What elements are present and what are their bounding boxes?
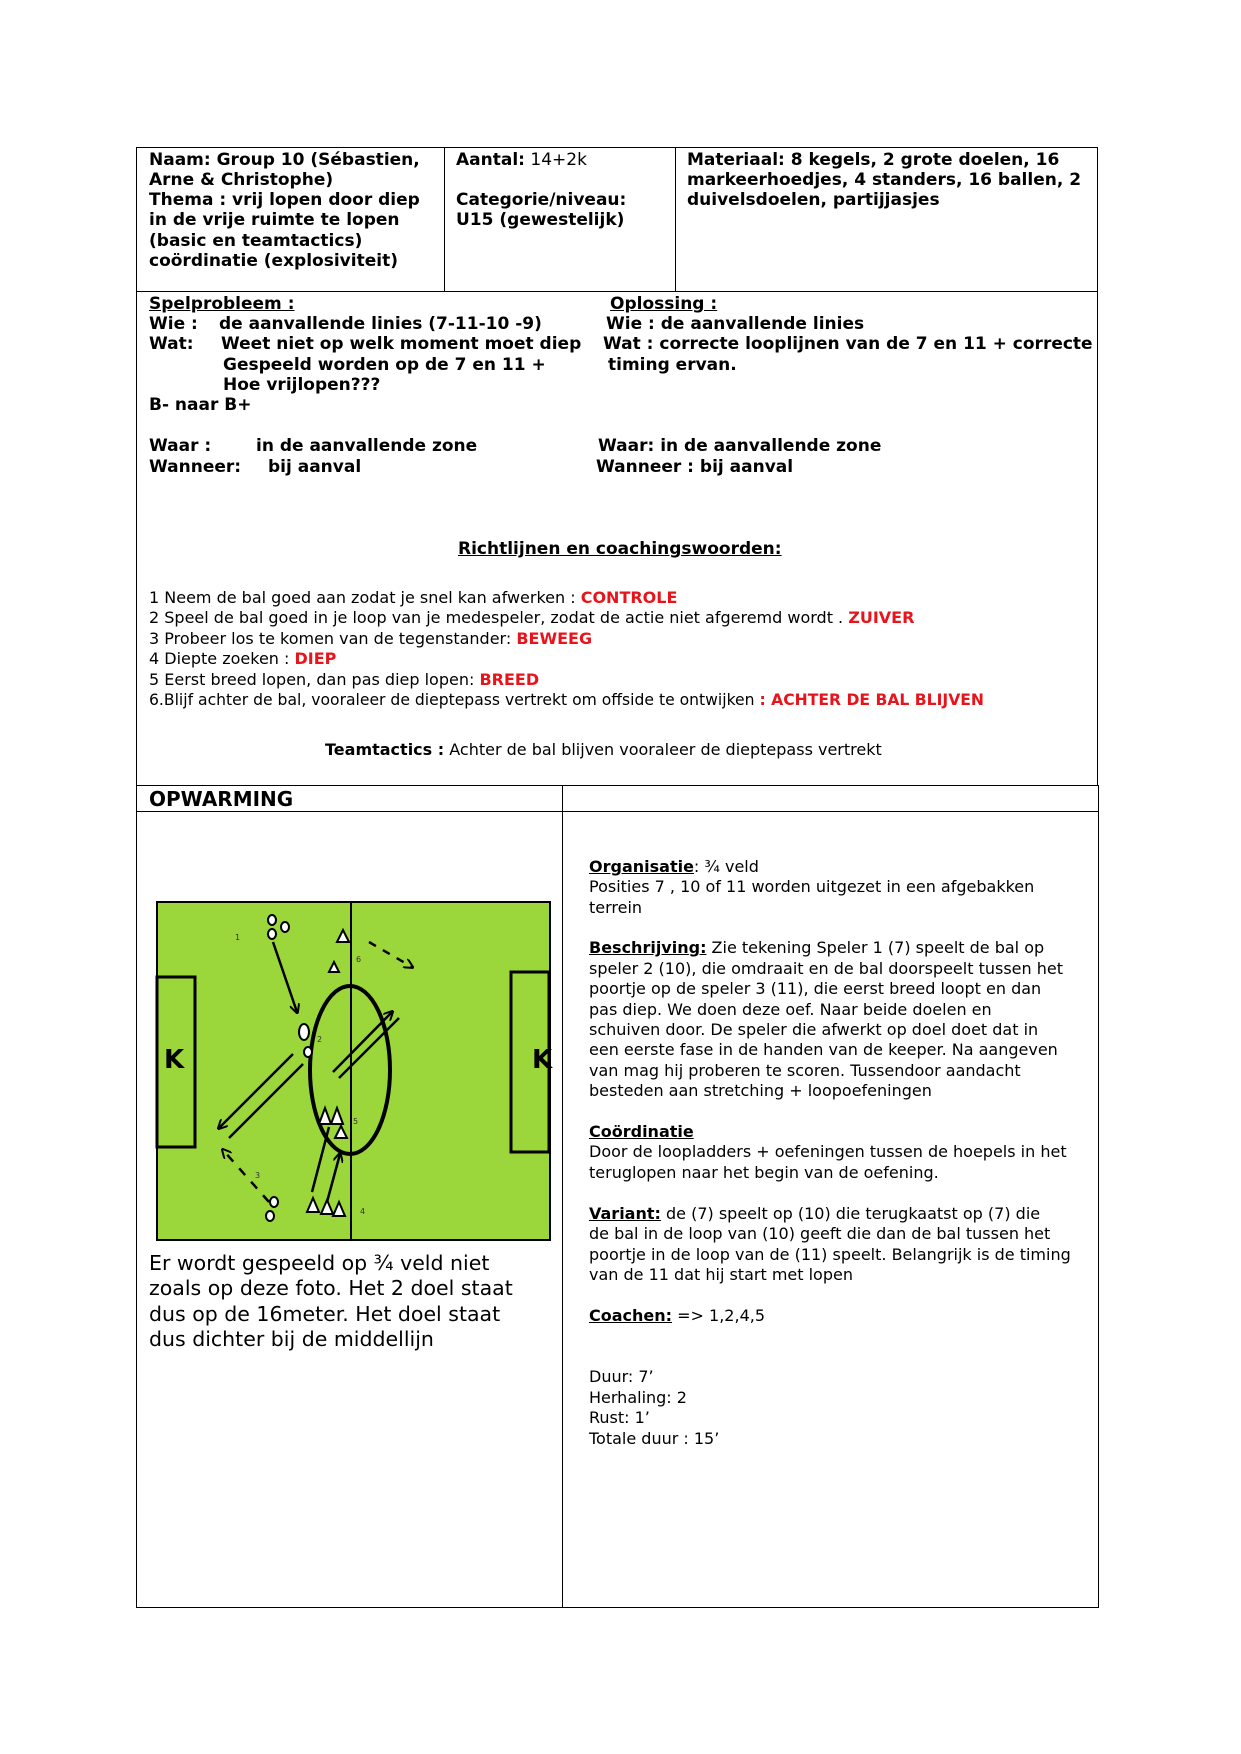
duur-text: Duur: 7’	[589, 1367, 654, 1386]
spelprobleem-title: Spelprobleem :	[149, 294, 295, 314]
guideline-keyword: BREED	[479, 670, 540, 689]
waar-label: Waar :	[149, 436, 212, 456]
field-label-4: 4	[360, 1207, 366, 1216]
warmup-title: OPWARMING	[149, 787, 294, 811]
wanneer-label: Wanneer:	[149, 457, 242, 477]
categorie-value: U15 (gewestelijk)	[456, 210, 625, 230]
oplossing-title: Oplossing :	[610, 294, 718, 314]
guideline-text: 2 Speel de bal goed in je loop van je medespeler, zodat de actie niet afgeremd wordt .	[149, 608, 849, 627]
variant-line-4: van de 11 dat hij start met lopen	[589, 1265, 853, 1284]
wie-value: de aanvallende linies (7-11-10 -9)	[219, 314, 542, 334]
field-label-2: 2	[317, 1035, 323, 1044]
aantal-value: 14+2k	[530, 150, 587, 170]
guideline-6	[149, 690, 984, 711]
organisatie-label: Organisatie	[589, 857, 694, 876]
oplossing-wanneer: Wanneer : bij aanval	[596, 457, 794, 477]
coordinatie-line-2: teruglopen naar het begin van de oefening.	[589, 1163, 939, 1182]
naam-line-2: Arne & Christophe)	[149, 170, 334, 190]
warmup-caption-1: Er wordt gespeeld op ¾ veld niet	[149, 1251, 490, 1275]
teamtactics-line	[325, 740, 882, 761]
naam-line: Naam: Group 10 (Sébastien,	[149, 150, 420, 170]
warmup-caption-2: zoals op deze foto. Het 2 doel staat	[149, 1276, 513, 1300]
beschrijving-line-7: van mag hij proberen te scoren. Tussendoor aandacht	[589, 1061, 1021, 1080]
coachen-label: Coachen:	[589, 1306, 673, 1325]
field-label-6: 6	[356, 955, 362, 964]
beschrijving-text: Zie tekening Speler 1 (7) speelt de bal op	[706, 938, 1045, 957]
beschrijving-line-4: pas diep. We doen deze oef. Naar beide doelen en	[589, 1000, 992, 1019]
beschrijving-line-1	[589, 938, 1044, 959]
oplossing-wie: Wie : de aanvallende linies	[606, 314, 865, 334]
teamtactics-value: Achter de bal blijven vooraleer de dieptepass vertrekt	[444, 740, 882, 759]
wanneer-value: bij aanval	[268, 457, 362, 477]
coachen-value: => 1,2,4,5	[672, 1306, 766, 1325]
beschrijving-line-3: poortje op de speler 3 (11), die eerst breed loopt en dan	[589, 979, 1042, 998]
organisatie-line-2: Posities 7 , 10 of 11 worden uitgezet in een afgebakken	[589, 877, 1035, 896]
oplossing-waar: Waar: in de aanvallende zone	[598, 436, 882, 456]
beschrijving-label: Beschrijving:	[589, 938, 707, 957]
waar-value: in de aanvallende zone	[256, 436, 478, 456]
thema-line-1: Thema : vrij lopen door diep	[149, 190, 420, 210]
rust-text: Rust: 1’	[589, 1408, 650, 1427]
beschrijving-line-2: speler 2 (10), die omdraait en de bal doorspeelt tussen het	[589, 959, 1063, 978]
guideline-text: 3 Probeer los te komen van de tegenstander:	[149, 629, 517, 648]
guideline-keyword: ZUIVER	[848, 608, 915, 627]
warmup-caption-3: dus op de 16meter. Het doel staat	[149, 1302, 501, 1326]
coordinatie-line-1: Door de loopladders + oefeningen tussen de hoepels in het	[589, 1142, 1067, 1161]
guideline-keyword: DIEP	[294, 649, 337, 668]
wat-line-2: Gespeeld worden op de 7 en 11 +	[223, 355, 546, 375]
guideline-keyword: : ACHTER DE BAL BLIJVEN	[759, 691, 984, 709]
variant-line-3: poortje in de loop van de (11) speelt. Belangrijk is de timing	[589, 1245, 1071, 1264]
organisatie-line-3: terrein	[589, 898, 643, 917]
beschrijving-line-5: schuiven door. De speler die afwerkt op doel doet dat in	[589, 1020, 1039, 1039]
oplossing-wat-1: Wat : correcte looplijnen van de 7 en 11 + correcte	[603, 334, 1093, 354]
organisatie-value: : ¾ veld	[693, 857, 759, 876]
beschrijving-line-8: besteden aan stretching + loopoefeningen	[589, 1081, 932, 1100]
field-label-k-left: K	[164, 1045, 185, 1075]
aantal-label: Aantal:	[456, 150, 525, 170]
training-field-diagram	[157, 902, 553, 1240]
wat-line-3: Hoe vrijlopen???	[223, 375, 381, 395]
guideline-4	[149, 649, 336, 670]
thema-line-2: in de vrije ruimte te lopen	[149, 210, 400, 230]
variant-line-2: de bal in de loop van (10) geeft die dan de bal tussen het	[589, 1224, 1051, 1243]
aantal-line	[456, 150, 587, 171]
variant-label: Variant:	[589, 1204, 661, 1223]
guideline-1	[149, 588, 677, 609]
materiaal-line-1: Materiaal: 8 kegels, 2 grote doelen, 16	[687, 150, 1060, 170]
materiaal-line-2: markeerhoedjes, 4 standers, 16 ballen, 2	[687, 170, 1082, 190]
field-label-5: 5	[353, 1117, 359, 1126]
guideline-keyword: BEWEEG	[516, 629, 593, 648]
totale-duur-text: Totale duur : 15’	[589, 1429, 720, 1448]
field-grass	[157, 902, 550, 1240]
coachen-line	[589, 1306, 765, 1327]
wat-line-1: Weet niet op welk moment moet diep	[221, 334, 582, 354]
beschrijving-line-6: een eerste fase in de handen van de keeper. Na aangeven	[589, 1040, 1058, 1059]
field-label-1: 1	[235, 933, 241, 942]
guideline-text: 1 Neem de bal goed aan zodat je snel kan afwerken :	[149, 588, 581, 607]
guideline-2	[149, 608, 914, 629]
variant-line-1	[589, 1204, 1040, 1225]
coordinatie-label: Coördinatie	[589, 1122, 694, 1141]
organisatie-line	[589, 857, 759, 878]
guideline-keyword: CONTROLE	[580, 588, 678, 607]
variant-text: de (7) speelt op (10) die terugkaatst op (7) die	[660, 1204, 1041, 1223]
materiaal-line-3: duivelsdoelen, partijjasjes	[687, 190, 940, 210]
wie-label: Wie :	[149, 314, 198, 334]
guideline-5	[149, 670, 539, 691]
guideline-text: 6.Blijf achter de bal, vooraleer de dieptepass vertrekt om offside te ontwijken	[149, 691, 760, 709]
wat-label: Wat:	[149, 334, 194, 354]
thema-line-3: (basic en teamtactics)	[149, 231, 363, 251]
oplossing-wat-2: timing ervan.	[608, 355, 737, 375]
field-label-k-right: K	[532, 1045, 553, 1075]
herhaling-text: Herhaling: 2	[589, 1388, 687, 1407]
teamtactics-label: Teamtactics :	[325, 740, 445, 759]
guideline-text: 4 Diepte zoeken :	[149, 649, 295, 668]
warmup-caption-4: dus dichter bij de middellijn	[149, 1327, 434, 1351]
guideline-text: 5 Eerst breed lopen, dan pas diep lopen:	[149, 670, 480, 689]
guideline-3	[149, 629, 592, 650]
warmup-title-cell-right	[562, 785, 1099, 812]
categorie-label: Categorie/niveau:	[456, 190, 627, 210]
field-label-3: 3	[255, 1171, 261, 1180]
thema-line-4: coördinatie (explosiviteit)	[149, 251, 398, 271]
level-text: B- naar B+	[149, 395, 252, 415]
guidelines-title: Richtlijnen en coachingswoorden:	[458, 539, 782, 559]
